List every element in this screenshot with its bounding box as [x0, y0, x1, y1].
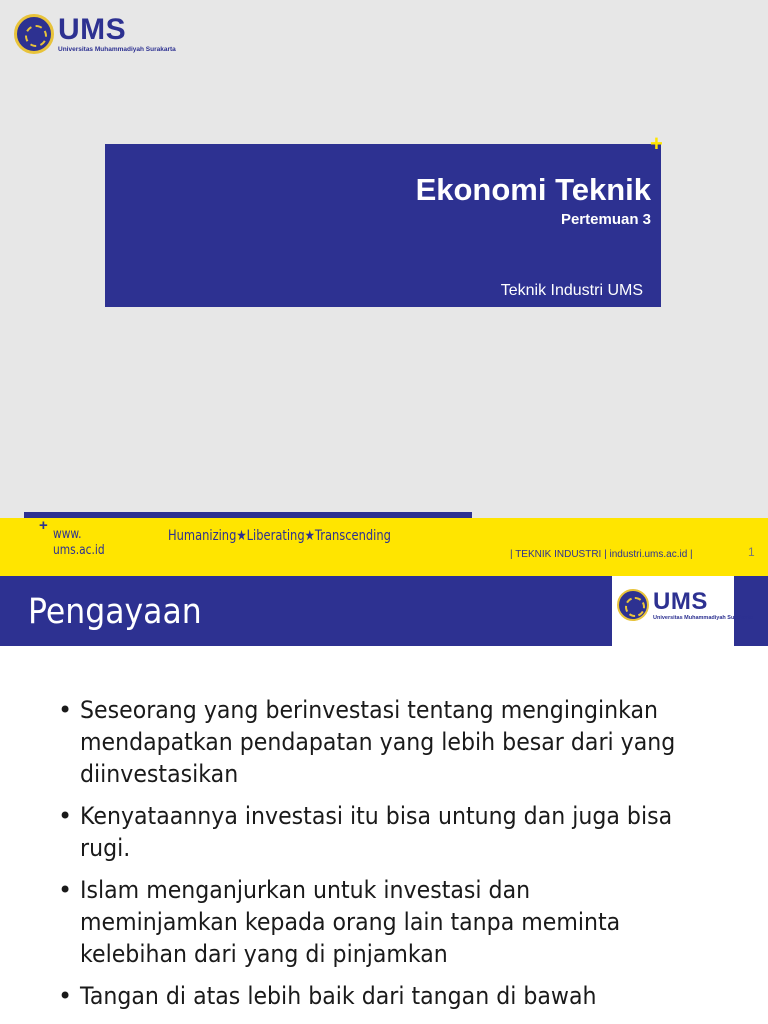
logo-subtitle: Universitas Muhammadiyah Surakarta	[58, 46, 176, 53]
list-item	[0, 800, 768, 864]
title-box	[105, 144, 661, 307]
website-link[interactable]: www. ums.ac.id	[53, 527, 105, 558]
ums-logo	[617, 589, 753, 622]
ums-seal-icon	[14, 14, 54, 54]
bullet-text: Seseorang yang berinvestasi tentang menginginkan mendapatkan pendapatan yang lebih besar dari yang diinvestasikan	[80, 696, 676, 788]
bullet-icon: •	[58, 982, 73, 1010]
list-item	[0, 980, 768, 1012]
bullet-icon: •	[58, 802, 73, 830]
organization-label: Teknik Industri UMS	[500, 282, 643, 299]
logo-wordmark: UMS	[58, 13, 127, 46]
list-item	[0, 874, 768, 970]
footer-links: | TEKNIK INDUSTRI | industri.ums.ac.id |	[510, 549, 693, 560]
bullet-text: Tangan di atas lebih baik dari tangan di bawah	[80, 982, 597, 1010]
bullet-text: Kenyataannya investasi itu bisa untung dan juga bisa rugi.	[80, 802, 673, 862]
ums-logo	[14, 14, 176, 54]
logo-wordmark: UMS	[653, 588, 708, 615]
slide-header	[0, 576, 768, 646]
list-item	[0, 694, 768, 790]
bullet-text: Islam menganjurkan untuk investasi dan meminjamkan kepada orang lain tanpa meminta kelebihan dari yang di pinjamkan	[80, 876, 621, 968]
slide-title: Ekonomi Teknik	[415, 172, 651, 207]
plus-decoration-icon: +	[39, 517, 48, 534]
tagline: Humanizing★Liberating★Transcending	[168, 528, 391, 544]
bullet-icon: •	[58, 696, 73, 724]
plus-decoration-icon: +	[650, 131, 663, 156]
footer-band	[0, 518, 768, 576]
logo-box	[612, 576, 753, 646]
content-slide	[0, 576, 768, 1024]
bullet-icon: •	[58, 876, 73, 904]
logo-subtitle: Universitas Muhammadiyah Surakarta	[653, 615, 753, 621]
bullet-list	[0, 694, 768, 1022]
page-number: 1	[748, 545, 755, 559]
ums-seal-icon	[617, 589, 649, 621]
slide-subtitle: Pertemuan 3	[560, 211, 651, 228]
slide-title: Pengayaan	[28, 592, 202, 632]
